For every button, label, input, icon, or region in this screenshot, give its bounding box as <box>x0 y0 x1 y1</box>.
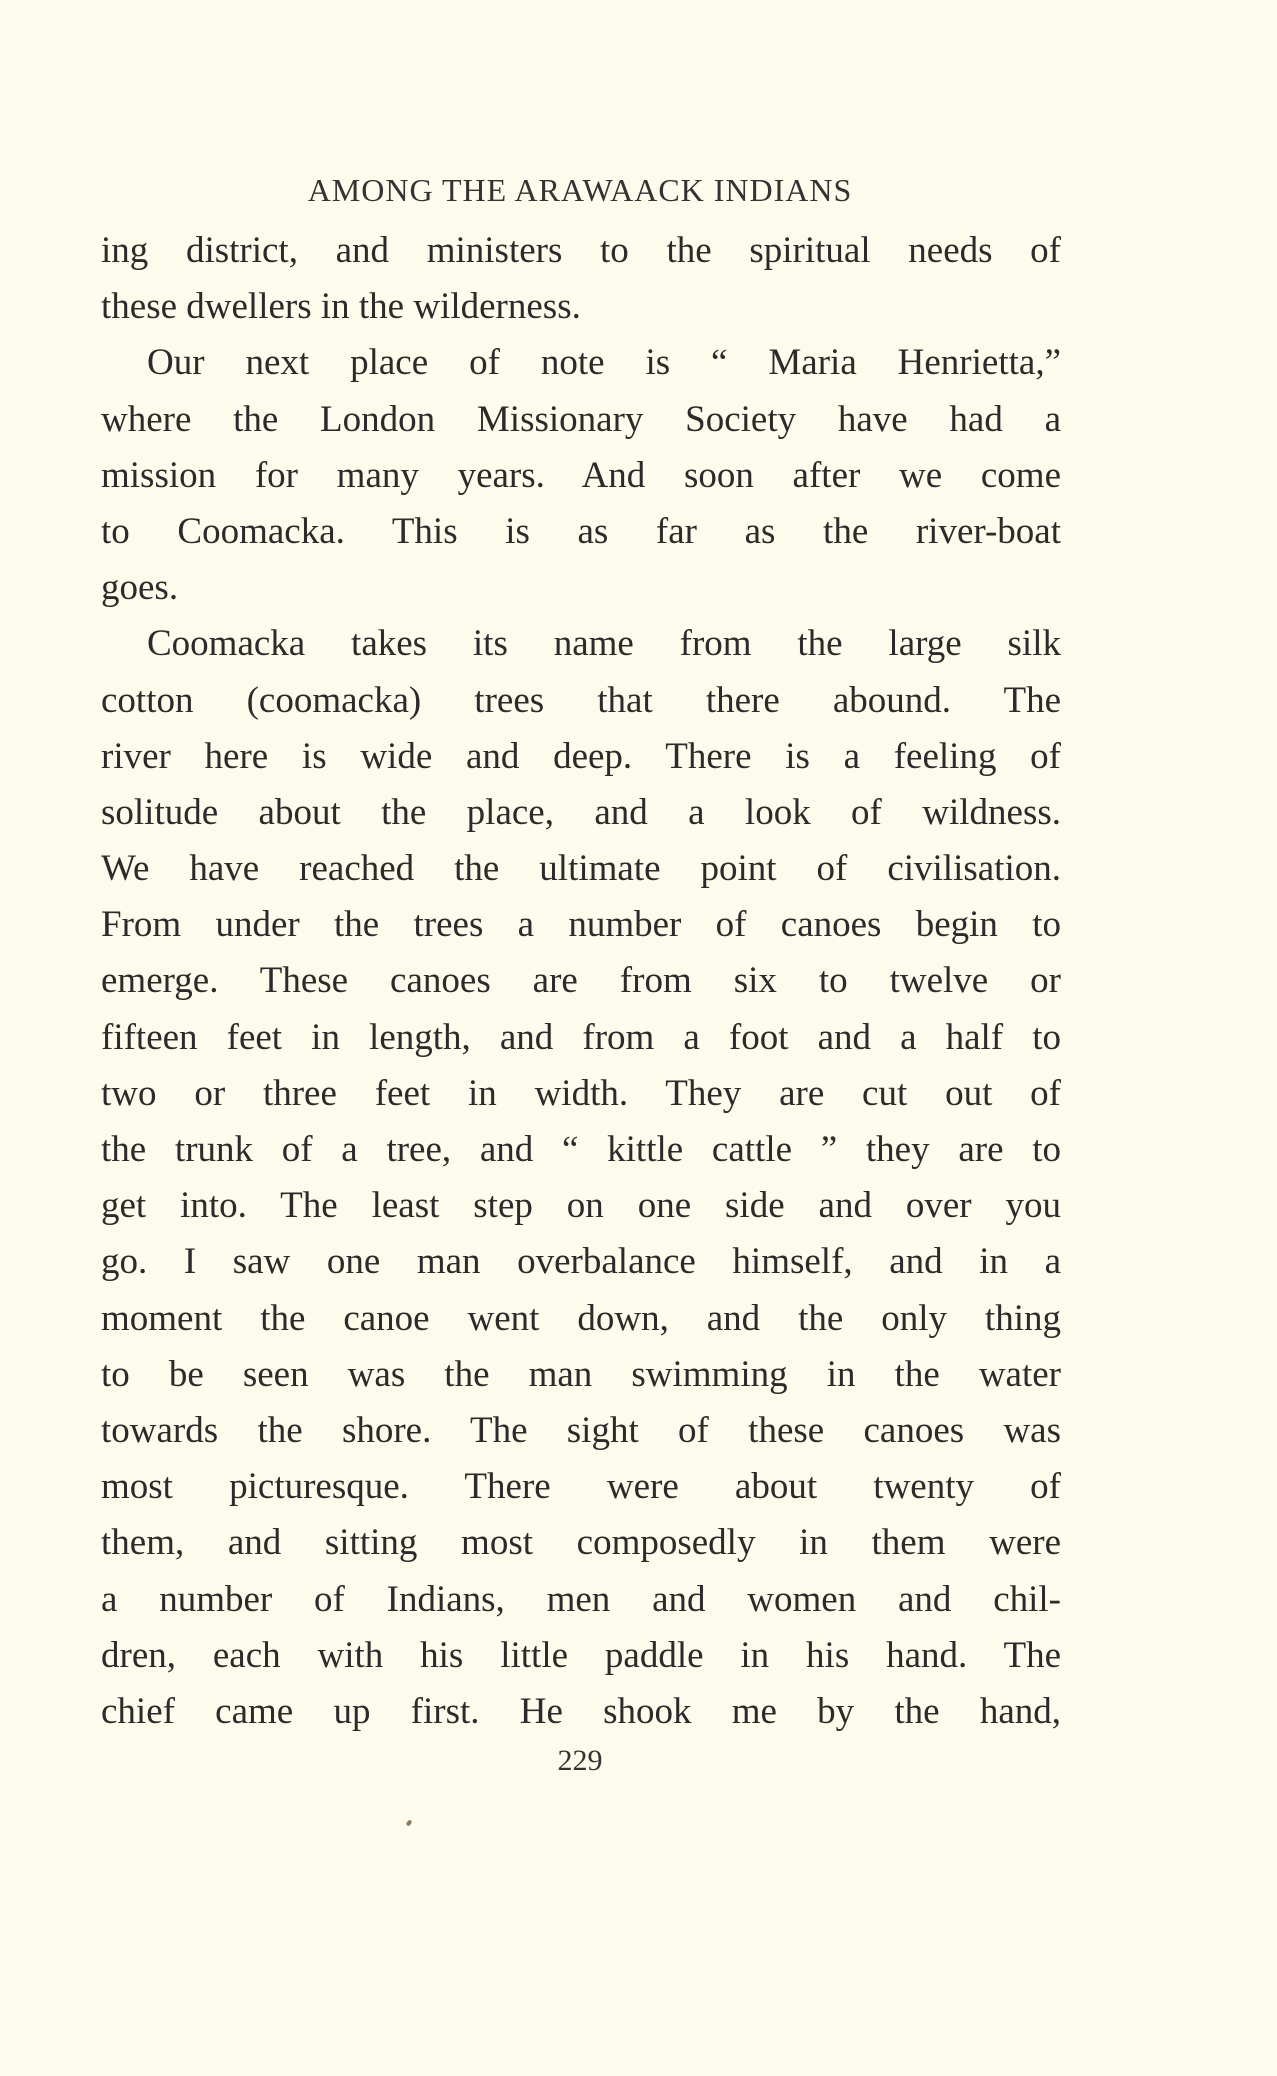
text-line: cotton (coomacka) trees that there abound. The <box>101 679 1061 721</box>
text-line: where the London Missionary Society have had a <box>101 398 1061 440</box>
text-line: goes. <box>101 567 179 609</box>
text-line: them, and sitting most composedly in them were <box>101 1522 1061 1564</box>
text-line: a number of Indians, men and women and chil- <box>101 1578 1061 1620</box>
text-line: get into. The least step on one side and over you <box>101 1185 1061 1227</box>
text-line: most picturesque. There were about twenty of <box>101 1466 1061 1508</box>
text-line: From under the trees a number of canoes begin to <box>101 904 1061 946</box>
body-text <box>101 223 1061 1740</box>
page-number: 229 <box>557 1744 603 1777</box>
text-line: towards the shore. The sight of these canoes was <box>101 1409 1061 1451</box>
paragraph-start-line: Coomacka takes its name from the large silk <box>147 623 1061 665</box>
running-head: AMONG THE ARAWAACK INDIANS <box>307 172 853 208</box>
text-line: moment the canoe went down, and the only thing <box>101 1297 1061 1339</box>
text-line: dren, each with his little paddle in his hand. The <box>101 1634 1061 1676</box>
text-line: two or three feet in width. They are cut out of <box>101 1072 1061 1114</box>
text-line: solitude about the place, and a look of wildness. <box>101 791 1061 833</box>
text-line: ing district, and ministers to the spiritual needs of <box>101 230 1061 271</box>
text-line: river here is wide and deep. There is a feeling of <box>101 735 1061 777</box>
text-line: go. I saw one man overbalance himself, and in a <box>101 1241 1061 1283</box>
text-line: emerge. These canoes are from six to twelve or <box>101 960 1061 1002</box>
text-line: We have reached the ultimate point of civilisation. <box>101 848 1061 890</box>
text-line: mission for many years. And soon after we come <box>101 454 1061 496</box>
paragraph-start-line: Our next place of note is “ Maria Henrietta,” <box>147 342 1061 384</box>
text-line: to Coomacka. This is as far as the river-boat <box>101 510 1061 552</box>
text-line: to be seen was the man swimming in the water <box>101 1353 1061 1395</box>
paper-speck <box>406 1819 413 1826</box>
text-line: these dwellers in the wilderness. <box>101 286 581 328</box>
text-line: fifteen feet in length, and from a foot and a half to <box>101 1016 1061 1058</box>
text-line: the trunk of a tree, and “ kittle cattle ” they are to <box>101 1129 1061 1170</box>
text-line: chief came up first. He shook me by the hand, <box>101 1690 1061 1732</box>
